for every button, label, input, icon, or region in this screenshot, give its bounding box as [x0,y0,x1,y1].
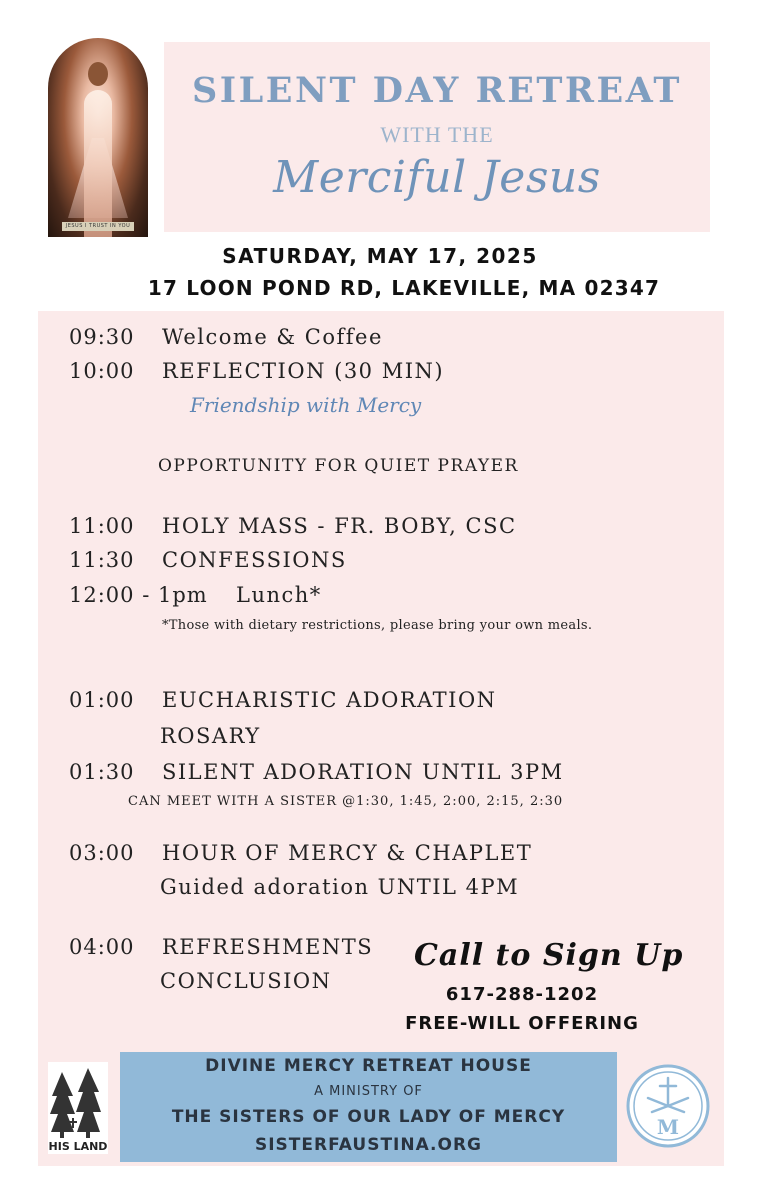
footer-line-1: DIVINE MERCY RETREAT HOUSE [205,1056,532,1076]
event-address: 17 LOON POND RD, LAKEVILLE, MA 02347 [147,276,661,300]
footer-line-3: THE SISTERS OF OUR LADY OF MERCY [171,1107,566,1127]
m-logo-letter: M [656,1115,680,1139]
schedule-item: Guided adoration UNTIL 4PM [160,875,520,899]
schedule-item: ROSARY [160,724,261,748]
schedule-item: HOUR OF MERCY & CHAPLET [162,841,533,865]
schedule-item: Welcome & Coffee [162,325,383,349]
page-title: SILENT DAY RETREAT [192,70,682,111]
free-will-offering: FREE-WILL OFFERING [405,1013,639,1034]
footer-line-2: A MINISTRY OF [314,1084,423,1099]
signup-phone[interactable]: 617-288-1202 [445,984,599,1005]
schedule-item: EUCHARISTIC ADORATION [162,688,497,712]
schedule-item: CONCLUSION [160,969,332,993]
icon-banner: JESUS I TRUST IN YOU [62,222,134,231]
his-land-logo [48,1062,108,1154]
schedule-item: HOLY MASS - FR. BOBY, CSC [162,514,517,538]
divine-mercy-image [48,38,148,237]
schedule-time: 01:30 [69,760,135,784]
lunch-note: *Those with dietary restrictions, please bring your own meals. [162,618,593,633]
event-date: SATURDAY, MAY 17, 2025 [222,244,538,268]
schedule-item: SILENT ADORATION UNTIL 3PM [162,760,564,784]
schedule-time: 10:00 [69,359,135,383]
schedule-item: Lunch* [236,583,322,607]
sisters-mercy-logo [626,1064,710,1148]
quiet-prayer-note: OPPORTUNITY FOR QUIET PRAYER [158,456,519,476]
schedule-item: REFLECTION (30 MIN) [162,359,445,383]
title-script: Merciful Jesus [273,152,601,203]
footer-website[interactable]: SISTERFAUSTINA.ORG [254,1135,483,1155]
reflection-subtitle: Friendship with Mercy [190,393,422,417]
meet-sister-note: CAN MEET WITH A SISTER @1:30, 1:45, 2:00, 2:15, 2:30 [128,794,564,809]
signup-cta: Call to Sign Up [414,938,684,973]
schedule-item: CONFESSIONS [162,548,347,572]
schedule-time: 11:00 [69,514,135,538]
schedule-time: 01:00 [69,688,135,712]
schedule-time: 03:00 [69,841,135,865]
schedule-time: 09:30 [69,325,135,349]
title-with-the: WITH THE [380,122,494,147]
schedule-time: 04:00 [69,935,135,959]
schedule-item: REFRESHMENTS [162,935,374,959]
his-land-text: HIS LAND [48,1140,108,1153]
schedule-time: 12:00 - 1pm [69,583,208,607]
schedule-time: 11:30 [69,548,135,572]
